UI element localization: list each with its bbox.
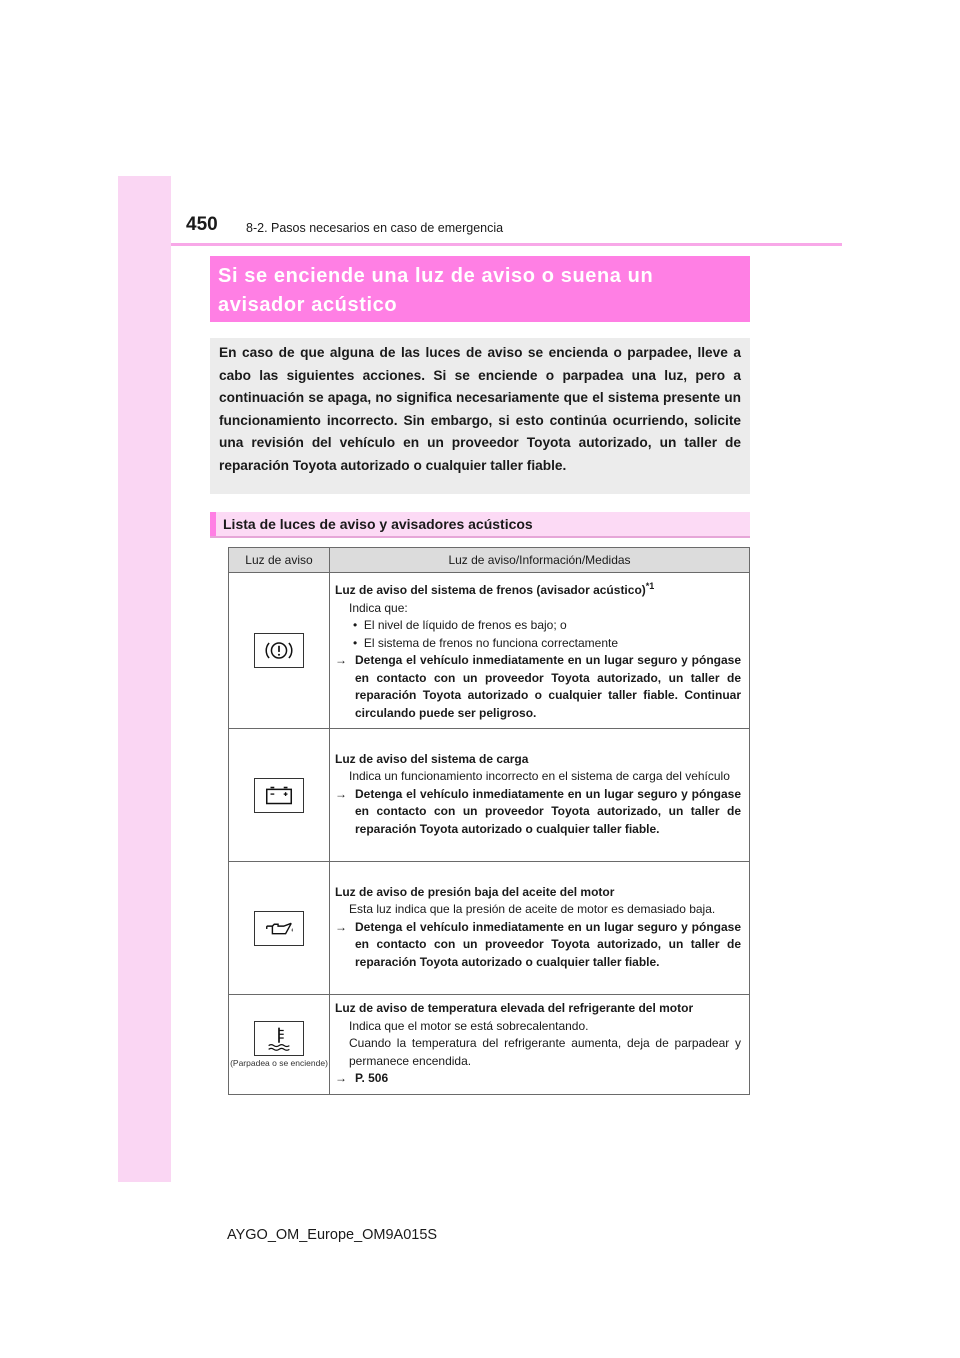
row-text: Indica un funcionamiento incorrecto en el sistema de carga del vehículo (349, 769, 730, 784)
row-title: Luz de aviso de temperatura elevada del refrigerante del motor (335, 1001, 694, 1015)
arrow-icon: → (335, 786, 347, 801)
icon-cell (229, 995, 330, 1095)
subheading-accent (210, 512, 216, 536)
table-row (229, 729, 750, 862)
row-text: Indica que: (349, 600, 408, 615)
title-line-1: Si se enciende una luz de aviso o suena un (218, 265, 654, 287)
icon-note: (Parpadea o se enciende) (230, 1057, 328, 1068)
row-text: Esta luz indica que la presión de aceite de motor es demasiado baja. (349, 902, 716, 917)
row-title: Luz de aviso de presión baja del aceite del motor (335, 884, 615, 899)
description-cell (330, 862, 750, 995)
side-band (118, 176, 171, 1182)
header-rule (171, 243, 842, 246)
table-header-row (229, 548, 750, 573)
bullet-item: • El sistema de frenos no funciona correctamente (353, 635, 619, 650)
arrow-icon: → (335, 653, 347, 667)
table-row (229, 995, 750, 1095)
row-text: Indica que el motor se está sobrecalentando. (349, 1018, 589, 1033)
icon-cell (229, 573, 330, 729)
column-header-warning-light: Luz de aviso (229, 548, 330, 573)
brake-warning-icon (254, 633, 304, 668)
title-box (210, 256, 750, 322)
row-text: Cuando la temperatura del refrigerante aumenta, deja de parpadear y permanece encendida. (349, 1036, 741, 1068)
coolant-temperature-icon (254, 1021, 304, 1056)
description-cell (330, 729, 750, 862)
intro-text: En caso de que alguna de las luces de aviso se encienda o parpadee, lleve a cabo las siguientes acciones. Si se enciende o parpadea una luz, pero a continuación se apaga, no significa necesariamente que el sistema presente un funcionamiento incorrecto. Sin embargo, si esto continúa ocurriendo, solicite una revisión del vehículo en un proveedor Toyota autorizado, un taller de reparación Toyota autorizado o cualquier taller fiable. (219, 345, 741, 473)
row-action: → Detenga el vehículo inmediatamente en un lugar seguro y póngase en contacto con un proveedor Toyota autorizado, un taller de reparación Toyota autorizado o cualquier taller fiable. (335, 919, 741, 969)
footer-document-code: AYGO_OM_Europe_OM9A015S (227, 1227, 438, 1243)
icon-cell (229, 729, 330, 862)
arrow-icon: → (335, 1071, 347, 1085)
warning-lights-table (228, 547, 750, 1095)
table-row (229, 573, 750, 729)
page-reference: → P. 506 (335, 1070, 741, 1088)
subheading-box (210, 512, 750, 538)
intro-box (210, 338, 750, 494)
title-line-2: avisador acústico (218, 294, 398, 316)
row-action: → Detenga el vehículo inmediatamente en un lugar seguro y póngase en contacto con un proveedor Toyota autorizado, un taller de reparación Toyota autorizado o cualquier taller fiable. (335, 786, 741, 836)
oil-pressure-icon (254, 911, 304, 946)
icon-cell (229, 862, 330, 995)
subheading-text: Lista de luces de aviso y avisadores acústicos (223, 516, 533, 532)
row-title: Luz de aviso del sistema de carga (335, 751, 529, 766)
row-action: → Detenga el vehículo inmediatamente en un lugar seguro y póngase en contacto con un proveedor Toyota autorizado, un taller de reparación Toyota autorizado o cualquier taller fiable. Continuar circulando puede ser peligroso. (335, 653, 741, 720)
page-number: 450 (186, 214, 218, 235)
description-cell (330, 573, 750, 729)
column-header-information: Luz de aviso/Información/Medidas (330, 548, 750, 573)
description-cell (330, 995, 750, 1095)
footnote-mark: *1 (645, 581, 655, 591)
row-title: Luz de aviso del sistema de frenos (avisador acústico)$^{*1}$ (335, 581, 655, 597)
arrow-icon: → (335, 919, 347, 934)
table-row (229, 862, 750, 995)
bullet-item: • El nivel de líquido de frenos es bajo; o (353, 618, 567, 632)
section-header: 8-2. Pasos necesarios en caso de emergencia (246, 221, 504, 235)
battery-charge-icon (254, 778, 304, 813)
